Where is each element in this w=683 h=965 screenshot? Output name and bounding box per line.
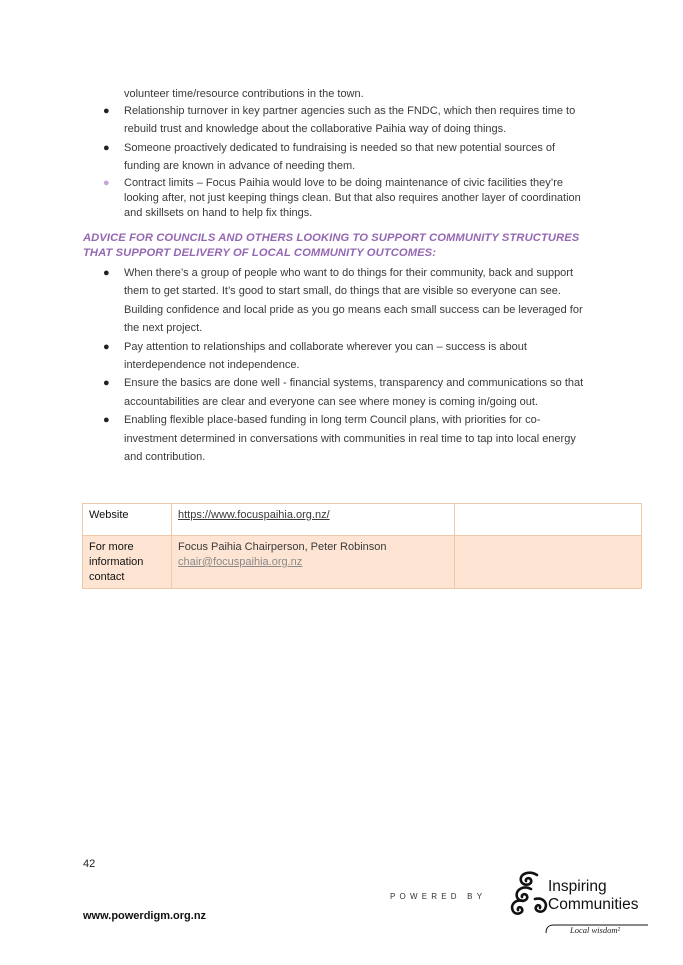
bullet-icon: ● xyxy=(103,340,110,353)
list-item: ● Enabling flexible place-based funding in long term Council plans, with priorities for co-investment determined in conversations with communities in real time to tap into local energy and contribution. xyxy=(0,411,683,466)
list-item: ● Relationship turnover in key partner agencies such as the FNDC, which then requires time to rebuild trust and knowledge about the collaborative Paihia way of doing things. xyxy=(0,102,683,139)
table-row xyxy=(83,504,642,536)
contact-cell xyxy=(172,536,455,589)
empty-cell xyxy=(455,504,642,536)
list-item: ● Someone proactively dedicated to fundraising is needed so that new potential sources of funding are known in advance of needing them. xyxy=(0,139,683,176)
website-link[interactable]: https://www.focuspaihia.org.nz/ xyxy=(178,509,330,521)
contact-email-link[interactable]: chair@focuspaihia.org.nz xyxy=(178,556,303,568)
more-info-label: For more information contact xyxy=(83,536,172,589)
logo-tagline: Local wisdom² xyxy=(570,925,621,935)
empty-cell xyxy=(455,536,642,589)
logo-wordmark: Inspiring Communities xyxy=(548,878,639,913)
list-item: ● Contract limits – Focus Paihia would love to be doing maintenance of civic facilities they’re looking after, not just keeping things clean. But that also requires another layer of coordination and skillsets on hand to help fix things. xyxy=(103,176,581,219)
list-item: ● Pay attention to relationships and collaborate wherever you can – success is about interdependence not independence. xyxy=(0,338,683,375)
website-label: Website xyxy=(83,504,172,536)
bullet-icon: ● xyxy=(103,176,110,189)
section-heading: ADVICE FOR COUNCILS AND OTHERS LOOKING TO SUPPORT COMMUNITY STRUCTURES THAT SUPPORT DELIVERY OF LOCAL COMMUNITY OUTCOMES: xyxy=(83,232,580,259)
footer-url[interactable]: www.powerdigm.org.nz xyxy=(83,910,207,922)
inspiring-communities-logo-icon xyxy=(509,869,549,919)
powered-by-label: POWERED BY xyxy=(390,892,487,901)
list-item: ● Ensure the basics are done well - financial systems, transparency and communications so that accountabilities are clear and everyone can see where money is coming in/going out. xyxy=(0,374,683,411)
bullet-icon: ● xyxy=(103,105,110,117)
contact-table xyxy=(82,503,642,589)
bullet-continuation: volunteer time/resource contributions in the town. xyxy=(124,88,364,100)
table-row xyxy=(83,536,642,589)
bullet-icon: ● xyxy=(103,141,110,154)
advice-list xyxy=(0,264,683,466)
challenges-list xyxy=(0,102,683,221)
website-cell xyxy=(172,504,455,536)
bullet-icon: ● xyxy=(103,267,110,279)
bullet-icon: ● xyxy=(103,414,110,427)
bullet-icon: ● xyxy=(103,377,110,390)
contact-name: Focus Paihia Chairperson, Peter Robinson xyxy=(178,541,387,553)
list-item: ● When there’s a group of people who want to do things for their community, back and support them to get started. It’s good to start small, do things that are visible so everyone can see. Building confidence and local pride as you go means each small success can be leveraged for the next project. xyxy=(0,264,683,338)
page-number: 42 xyxy=(83,858,96,870)
